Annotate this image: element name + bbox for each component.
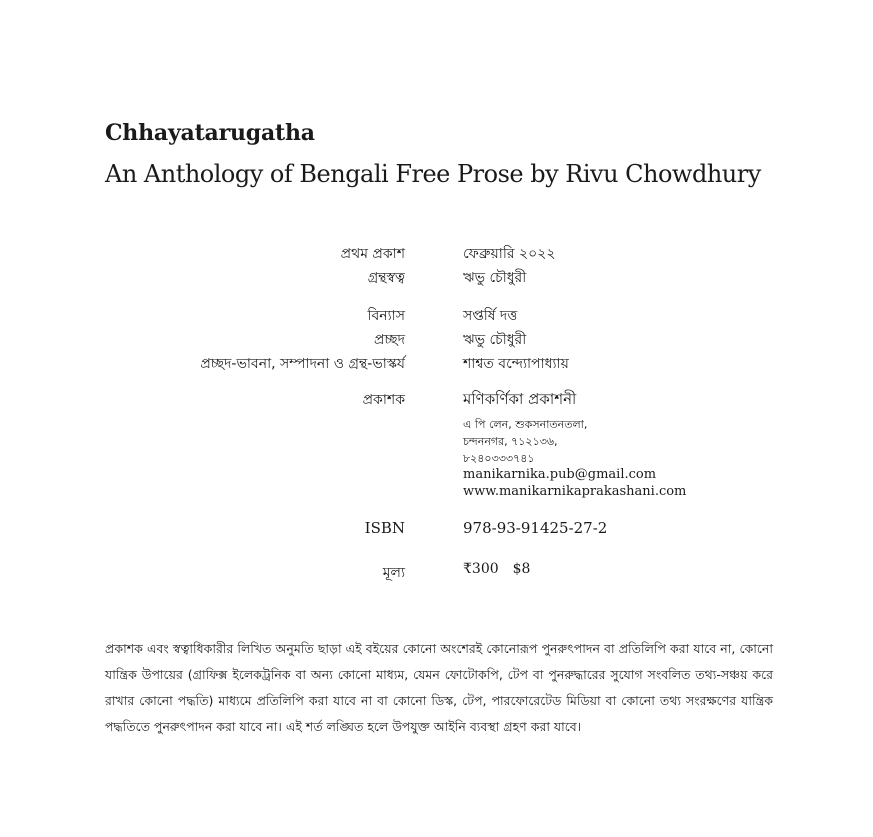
cover-label: প্রচ্ছদ: [373, 332, 405, 348]
publisher-address-line1: এ পি লেন, শুকসনাতনতলা,: [463, 418, 588, 431]
publisher-address-line2: চন্দননগর, ৭১২১৩৬,: [463, 435, 558, 448]
publisher-name: মণিকর্ণিকা প্রকাশনী: [463, 390, 577, 408]
price-value: [463, 561, 530, 577]
publisher-email[interactable]: manikarnika.pub@gmail.com: [463, 467, 657, 482]
book-title: Chhayatarugatha: [105, 120, 315, 146]
cover-concept-label: প্রচ্ছদ-ভাবনা, সম্পাদনা ও গ্রন্থ-ভাস্কর্য: [200, 356, 405, 372]
cover-value: ঋভু চৌধুরী: [463, 332, 527, 348]
isbn-value: 978-93-91425-27-2: [463, 519, 608, 537]
publisher-label: প্রকাশক: [362, 392, 405, 408]
book-subtitle: An Anthology of Bengali Free Prose by Rivu Chowdhury: [105, 160, 761, 188]
price-usd: $8: [512, 561, 531, 577]
layout-label: বিন্যাস: [367, 308, 405, 324]
price-label: মূল্য: [382, 565, 405, 581]
isbn-label: ISBN: [364, 519, 405, 537]
first-edition-value: ফেব্রুয়ারি ২০২২: [463, 246, 556, 262]
cover-concept-value: শাশ্বত বন্দ্যোপাধ্যায়: [463, 356, 569, 372]
copyright-value: ঋভু চৌধুরী: [463, 270, 527, 286]
publisher-website[interactable]: www.manikarnikaprakashani.com: [463, 484, 687, 499]
copyright-notice: প্রকাশক এবং স্বত্বাধিকারীর লিখিত অনুমতি ছাড়া এই বইয়ের কোনো অংশেরই কোনোরূপ পুনরুৎপাদন বা প্রতিলিপি করা যাবে না, কোনো যান্ত্রিক উপায়ের (গ্রাফিক্স ইলেকট্রনিক বা অন্য কোনো মাধ্যম, যেমন ফোটোকপি, টেপ বা পুনরুদ্ধারের সুযোগ সংবলিত তথ্য-সঞ্চয় করে রাখার কোনো পদ্ধতি) মাধ্যমে প্রতিলিপি করা যাবে না বা কোনো ডিস্ক, টেপ, পারফোরেটেড মিডিয়া বা কোনো তথ্য সংরক্ষণের যান্ত্রিক পদ্ধতিতে পুনরুৎপাদন করা যাবে না। এই শর্ত লঙ্ঘিত হলে উপযুক্ত আইনি ব্যবস্থা গ্রহণ করা যাবে।: [105, 641, 773, 734]
copyright-label: গ্রন্থস্বত্ব: [367, 270, 405, 286]
layout-value: সপ্তর্ষি দত্ত: [463, 308, 518, 324]
price-inr: ₹300: [463, 561, 499, 577]
first-edition-label: প্রথম প্রকাশ: [340, 246, 405, 262]
publisher-phone: ৮২৪০৩৩৩৭৪১: [463, 452, 535, 465]
